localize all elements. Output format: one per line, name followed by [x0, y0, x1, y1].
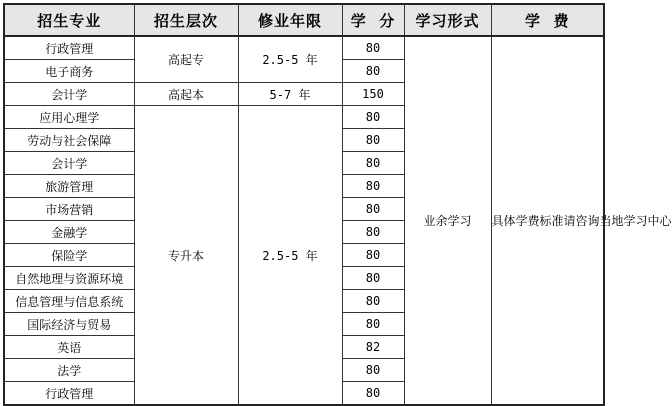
major-cell: 旅游管理 [4, 175, 134, 198]
major-cell: 国际经济与贸易 [4, 313, 134, 336]
major-cell: 金融学 [4, 221, 134, 244]
credits-cell: 80 [342, 313, 404, 336]
credits-cell: 80 [342, 382, 404, 406]
credits-cell: 80 [342, 106, 404, 129]
credits-cell: 82 [342, 336, 404, 359]
mode-cell: 业余学习 [404, 36, 491, 405]
major-cell: 英语 [4, 336, 134, 359]
header-years: 修业年限 [238, 4, 342, 36]
major-cell: 市场营销 [4, 198, 134, 221]
major-cell: 行政管理 [4, 36, 134, 60]
major-cell: 会计学 [4, 83, 134, 106]
header-major: 招生专业 [4, 4, 134, 36]
credits-cell: 80 [342, 267, 404, 290]
credits-cell: 80 [342, 244, 404, 267]
level-cell: 高起本 [134, 83, 238, 106]
major-cell: 保险学 [4, 244, 134, 267]
major-cell: 自然地理与资源环境 [4, 267, 134, 290]
major-cell: 法学 [4, 359, 134, 382]
major-cell: 信息管理与信息系统 [4, 290, 134, 313]
level-cell: 高起专 [134, 36, 238, 83]
header-credits: 学 分 [342, 4, 404, 36]
years-cell: 2.5-5 年 [238, 106, 342, 406]
credits-cell: 80 [342, 152, 404, 175]
level-cell: 专升本 [134, 106, 238, 406]
credits-cell: 80 [342, 36, 404, 60]
credits-cell: 80 [342, 221, 404, 244]
major-cell: 行政管理 [4, 382, 134, 406]
credits-cell: 80 [342, 359, 404, 382]
table-row [4, 36, 604, 60]
major-cell: 应用心理学 [4, 106, 134, 129]
credits-cell: 80 [342, 175, 404, 198]
header-level: 招生层次 [134, 4, 238, 36]
credits-cell: 80 [342, 198, 404, 221]
major-cell: 电子商务 [4, 60, 134, 83]
fee-cell: 具体学费标准请咨询当地学习中心 [491, 36, 604, 405]
header-mode: 学习形式 [404, 4, 491, 36]
header-row [4, 4, 604, 36]
credits-cell: 150 [342, 83, 404, 106]
credits-cell: 80 [342, 290, 404, 313]
enrollment-table [3, 3, 672, 406]
major-cell: 劳动与社会保障 [4, 129, 134, 152]
years-cell: 2.5-5 年 [238, 36, 342, 83]
header-fee: 学 费 [491, 4, 604, 36]
credits-cell: 80 [342, 129, 404, 152]
credits-cell: 80 [342, 60, 404, 83]
years-cell: 5-7 年 [238, 83, 342, 106]
major-cell: 会计学 [4, 152, 134, 175]
